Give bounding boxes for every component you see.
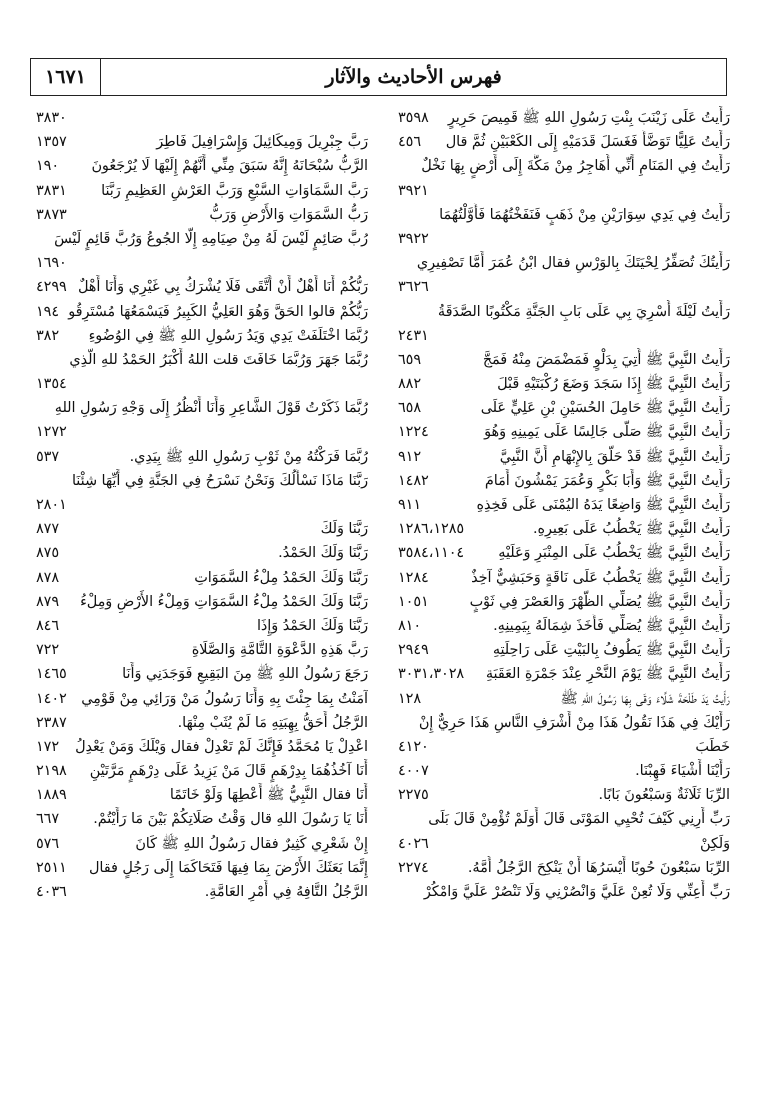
index-entry: [36, 251, 368, 275]
index-entry: [36, 614, 368, 638]
entry-ref-number: ٣٨٧٣: [36, 206, 67, 223]
entry-ref-number: ١٢٢٤: [398, 424, 429, 441]
entry-text: رَأَيتُ النَّبِيَّ ﷺ أُتِيَ بِدَلْوٍ فَمَضْمَضَ مِنْهُ فَمَجَّ: [482, 351, 730, 368]
entry-text: رَبُّكُمْ أَنَا أَهْلٌ أَنْ أُتَّقَى فَلَا يُشْرَكُ بِي غَيْرِي وَأَنَا أَهْلٌ: [77, 279, 368, 296]
entry-text: رَأَيتُكَ تُصَفِّرُ لِحْيَتَكَ بِالوَرْسِ فقال ابْنُ عُمَرَ أَمَّا تَصْفِيرِي: [416, 255, 730, 272]
page-title: فهرس الأحاديث والآثار: [325, 66, 502, 88]
entry-text: رَأَيتُ عَلَى زَيْنَبَ بِنْتِ رَسُولِ اللهِ ﷺ قَمِيصَ حَرِيرٍ: [447, 110, 730, 126]
page-header: [30, 58, 727, 96]
index-entry: [36, 711, 368, 735]
index-entry: [36, 179, 368, 203]
entry-ref-number: ٢٢٧٤: [398, 859, 429, 876]
entry-text: رَأَيتُ النَّبِيَّ ﷺ حَامِلَ الحُسَيْنِ بْنِ عَلِيٍّ عَلَى: [480, 400, 730, 417]
entry-text: رُبَّمَا فَرَكْتُهُ مِنْ ثَوْبِ رَسُولِ اللهِ ﷺ بِيَدِي.: [129, 448, 368, 465]
entry-text: رُبَّ صَائِمٍ لَيْسَ لَهُ مِنْ صِيَامِهِ إِلَّا الجُوعُ وَرُبَّ قَائِمٍ لَيْسَ: [54, 230, 368, 247]
index-entry: [398, 759, 730, 783]
entry-ref-number: ٢٤٣١: [398, 327, 429, 344]
entry-text: رَبَّنَا وَلَكَ: [320, 521, 368, 538]
entry-ref-number: ٨٧٥: [36, 545, 60, 562]
index-entry: [36, 130, 368, 154]
entry-ref-number: ١٣٥٧: [36, 134, 67, 151]
index-entry: [36, 541, 368, 565]
entry-ref-number: ٣٨٣٠: [36, 110, 67, 126]
entry-text: رَأَيتُ النَّبِيَّ ﷺ يَخْطُبُ عَلَى بَعِيرِهِ.: [532, 521, 730, 538]
entry-text: الرِّبَا ثَلَاثَةٌ وَسَبْعُونَ بَابًا.: [598, 787, 730, 804]
index-entry: [36, 687, 368, 711]
index-entry: [398, 711, 730, 735]
index-entry: [398, 735, 730, 759]
index-entry: [398, 179, 730, 203]
left-column: [36, 106, 368, 1096]
entry-text: اعْدِلْ يَا مُحَمَّدُ فَإِنَّكَ لَمْ تَعْدِلْ فقال وَيْلَكَ وَمَنْ يَعْدِلُ: [75, 738, 368, 755]
entry-ref-number: ٩١٢: [398, 448, 422, 465]
index-entry: [36, 880, 368, 904]
entry-text: أَنَا آخُذُهُمَا بِدِرْهَمٍ قَالَ مَنْ يَزِيدُ عَلَى دِرْهَمٍ مَرَّتَيْنِ: [89, 763, 368, 780]
index-entry: [36, 396, 368, 420]
page-number: ١٦٧١: [31, 59, 101, 95]
entry-text: رَجَعَ رَسُولُ اللهِ ﷺ مِنَ البَقِيعِ فَوَجَدَنِي وَأَنَا: [122, 666, 368, 683]
index-entry: [398, 396, 730, 420]
index-entry: [398, 638, 730, 662]
index-entry: [398, 154, 730, 178]
entry-text: رَبُّكُمْ قالوا الحَقَّ وَهُوَ العَلِيُّ الكَبِيرُ فَيَسْمَعُهَا مُسْتَرِقُو: [68, 303, 368, 320]
entry-ref-number: ٦٥٨: [398, 400, 422, 417]
entry-text: رَأَيتُ فِي يَدِي سِوَارَيْنِ مِنْ ذَهَبٍ فَنَفَخْتُهُمَا فَأَوَّلْتُهُمَا: [439, 206, 730, 223]
right-column: [398, 106, 730, 1096]
entry-text: الرَّجُلُ التَّافِهُ فِي أَمْرِ العَامَّةِ.: [204, 884, 368, 900]
entry-ref-number: ١٦٩٠: [36, 255, 67, 272]
entry-text: إِنْ شَعْرِي كَثِيرٌ فقال رَسُولُ اللهِ ﷺ كَانَ: [135, 835, 368, 852]
entry-ref-number: ٣٨٢: [36, 327, 60, 344]
index-entry: [36, 517, 368, 541]
entry-ref-number: ٣٨٣١: [36, 182, 67, 199]
entry-ref-number: ١٢٨٤: [398, 569, 429, 586]
entry-text: رَأَيتُ النَّبِيَّ ﷺ إِذَا سَجَدَ وَضَعَ رُكْبَتَيْهِ قَبْلَ: [497, 376, 730, 393]
entry-ref-number: ٢٥١١: [36, 859, 67, 876]
index-entry: [36, 590, 368, 614]
index-entry: [36, 638, 368, 662]
index-entry: [36, 348, 368, 372]
entry-text: رَأَيتُ النَّبِيَّ ﷺ صَلَّى جَالِسًا عَلَى يَمِينِهِ وَهُوَ: [484, 424, 730, 441]
entry-ref-number: ٢١٩٨: [36, 763, 67, 780]
entry-ref-number: ٤٥٦: [398, 134, 422, 151]
index-entry: [398, 372, 730, 396]
index-entry: [398, 614, 730, 638]
entry-text: رَبِّ أَرِنِي كَيْفَ تُحْيِي المَوْتَى قَالَ أَوَلَمْ تُؤْمِنْ قَالَ بَلَى: [428, 811, 730, 828]
index-entry: [36, 759, 368, 783]
entry-text: أَنَا فقال النَّبِيُّ ﷺ أَعْطِهَا وَلَوْ خَاتَمًا: [169, 787, 368, 804]
entry-text: رَأَيتُ عَلِيًّا تَوَضَّأَ فَغَسَلَ قَدَمَيْهِ إِلَى الكَعْبَيْنِ ثُمَّ قال: [445, 134, 730, 151]
entry-ref-number: ١٣٥٤: [36, 376, 67, 393]
index-entry: [36, 420, 368, 444]
entry-ref-number: ٢٣٨٧: [36, 714, 67, 731]
index-entry: [36, 493, 368, 517]
entry-text: رَأَيتُ النَّبِيَّ ﷺ قَدْ حَلَّقَ بِالإِبْهَامِ أَنَّ النَّبِيَّ: [499, 448, 730, 465]
entry-text: رُبَّمَا اخْتَلَفَتْ يَدِي وَيَدُ رَسُولِ اللهِ ﷺ فِي الوُضُوءِ: [88, 327, 368, 344]
entry-ref-number: ٦٦٧: [36, 811, 60, 828]
entry-text: رَأَيْنَا أَشْيَاءَ فَهِبْنَا.: [635, 763, 730, 780]
entry-ref-number: ٨٧٨: [36, 569, 60, 586]
index-entry: [398, 541, 730, 565]
index-entry: [36, 445, 368, 469]
index-entry: [398, 348, 730, 372]
entry-text: رَبَّنَا وَلَكَ الحَمْدُ.: [278, 545, 368, 562]
index-entry: [398, 300, 730, 324]
entry-text: رَأَيتُ يَدَ طَلْحَةَ شَلَّاءَ وَقَى بِهَا رَسُولَ اللهِ ﷺ: [560, 690, 730, 707]
index-entry: [398, 807, 730, 831]
entry-ref-number: ١٩٤: [36, 303, 60, 320]
index-entry: [36, 566, 368, 590]
index-entry: [36, 832, 368, 856]
entry-ref-number: ١٩٠: [36, 158, 60, 175]
entry-text: رَبَّ جِبْرِيلَ وَمِيكَائِيلَ وَإِسْرَافِيلَ فَاطِرَ: [156, 134, 368, 151]
entry-text: إِنَّمَا بَعَثَكَ الأَرْضَ بِمَا فِيهَا فَتَحَاكَمَا إِلَى رَجُلٍ فقال: [89, 859, 368, 876]
index-entry: [398, 420, 730, 444]
entry-ref-number: ٣٥٨٤،١١٠٤: [398, 545, 465, 562]
entry-ref-number: ١٤٠٢: [36, 690, 67, 707]
index-entry: [398, 832, 730, 856]
entry-ref-number: ١٤٨٢: [398, 472, 429, 489]
entry-ref-number: ١٤٦٥: [36, 666, 67, 683]
entry-text: رَأَيْكَ فِي هَذَا نَقُولُ هَذَا مِنْ أَشْرَفِ النَّاسِ هَذَا حَرِيٌّ إِنْ: [418, 714, 730, 731]
entry-text: رُبَّمَا ذَكَرْتُ قَوْلَ الشَّاعِرِ وَأَنَا أَنْظُرُ إِلَى وَجْهِ رَسُولِ اللهِ: [54, 400, 368, 417]
entry-ref-number: ٦٥٩: [398, 351, 422, 368]
index-entry: [398, 445, 730, 469]
entry-text: الرِّبَا سَبْعُونَ حُوبًا أَيْسَرُهَا أَنْ يَنْكِحَ الرَّجُلُ أُمَّهُ.: [467, 859, 730, 876]
index-entry: [36, 856, 368, 880]
entry-text: آمَنْتُ بِمَا جِئْتَ بِهِ وَأَنَا رَسُولُ مَنْ وَرَائِي مِنْ قَوْمِي: [81, 690, 368, 707]
index-entry: [36, 735, 368, 759]
entry-ref-number: ٤٠٠٧: [398, 763, 429, 780]
entry-text: رَأَيتُ النَّبِيَّ ﷺ يَوْمَ النَّحْرِ عِنْدَ جَمْرَةِ العَقَبَةِ: [485, 666, 730, 683]
index-entry: [36, 203, 368, 227]
entry-ref-number: ١٢٨: [398, 690, 422, 707]
index-entry: [398, 687, 730, 711]
entry-ref-number: ٨١٠: [398, 617, 422, 634]
entry-ref-number: ٧٢٢: [36, 642, 60, 659]
entry-ref-number: ١٢٨٦،١٢٨٥: [398, 521, 465, 538]
entry-text: رَبَّ هَذِهِ الدَّعْوَةِ التَّامَّةِ وَالصَّلَاةِ: [191, 642, 368, 659]
index-entry: [398, 662, 730, 686]
index-entry: [398, 251, 730, 275]
entry-ref-number: ١٠٥١: [398, 593, 429, 610]
index-entry: [398, 227, 730, 251]
index-entry: [398, 880, 730, 904]
entry-ref-number: ٩١١: [398, 497, 422, 513]
entry-text: رَأَيتُ النَّبِيَّ ﷺ يُصَلِّي الظُّهْرَ وَالعَصْرَ فِي ثَوْبٍ: [469, 593, 730, 610]
entry-text: رَأَيتُ النَّبِيَّ ﷺ يَخْطُبُ عَلَى نَاقَةٍ وَحَبَشِيٌّ آخِذٌ: [471, 569, 730, 586]
entry-text: رَبِّ أَعِنِّي وَلَا تُعِنْ عَلَيَّ وَانْصُرْنِي وَلَا تَنْصُرْ عَلَيَّ وَامْكُرْ: [423, 884, 730, 900]
index-entry: [36, 154, 368, 178]
index-entry: [36, 807, 368, 831]
entry-ref-number: ٤٢٩٩: [36, 279, 67, 296]
index-entry: [398, 856, 730, 880]
entry-ref-number: ١٧٢: [36, 738, 60, 755]
index-entry: [36, 300, 368, 324]
index-entry: [398, 590, 730, 614]
entry-ref-number: ٨٨٢: [398, 376, 422, 393]
entry-ref-number: ٤٠٣٦: [36, 884, 67, 900]
entry-text: رَبَّنَا مَاذَا نَسْأَلُكَ وَنَحْنُ نَسْرَحُ فِي الجَنَّةِ فِي أَيِّهَا شِئْنَا: [71, 472, 368, 489]
index-entry: [36, 372, 368, 396]
entry-ref-number: ٣٩٢١: [398, 182, 429, 199]
index-entry: [36, 227, 368, 251]
entry-text: الرَّبُّ سُبْحَانَهُ إِنَّهُ سَبَقَ مِنِّي أَنَّهُمْ إِلَيْهَا لَا يُرْجَعُونَ: [91, 158, 368, 175]
index-entry: [398, 783, 730, 807]
entry-text: رَأَيتُ النَّبِيَّ ﷺ يَطُوفُ بِالبَيْتِ عَلَى رَاحِلَتِهِ: [492, 642, 730, 659]
entry-ref-number: ٢٨٠١: [36, 497, 67, 513]
entry-text: أَنَا يَا رَسُولَ اللهِ قال وَقْتُ صَلَاتِكُمْ بَيْنَ مَا رَأَيْتُمْ.: [93, 811, 368, 828]
index-entry: [398, 517, 730, 541]
entry-ref-number: ١٨٨٩: [36, 787, 67, 804]
index-entry: [398, 203, 730, 227]
index-entry: [398, 106, 730, 130]
entry-ref-number: ٥٧٦: [36, 835, 60, 852]
index-entry: [398, 566, 730, 590]
entry-text: رَبَّنَا وَلَكَ الحَمْدُ وَإِذَا: [256, 617, 368, 634]
index-entry: [36, 275, 368, 299]
entry-ref-number: ٢٢٧٥: [398, 787, 429, 804]
entry-text: رَأَيتُ النَّبِيَّ ﷺ وَأَبَا بَكْرٍ وَعُمَرَ يَمْشُونَ أَمَامَ: [484, 472, 730, 489]
entry-ref-number: ٤٠٢٦: [398, 835, 429, 852]
index-entry: [398, 493, 730, 517]
index-entry: [398, 275, 730, 299]
entry-text: رَأَيتُ النَّبِيَّ ﷺ يُصَلِّي فَأَخَذَ شِمَالَهُ بِيَمِينِهِ.: [493, 617, 730, 634]
entry-text: رَبُّ السَّمَوَاتِ وَالأَرْضِ وَرَبُّ: [209, 206, 368, 223]
index-entry: [398, 324, 730, 348]
entry-text: رَأَيتُ لَيْلَةَ أُسْرِيَ بِي عَلَى بَابِ الجَنَّةِ مَكْتُوبًا الصَّدَقَةُ: [437, 303, 730, 320]
entry-text: وَلَكِنْ: [699, 835, 730, 852]
index-entry: [36, 324, 368, 348]
entry-ref-number: ١٢٧٢: [36, 424, 67, 441]
entry-ref-number: ٨٧٩: [36, 593, 60, 610]
index-entry: [36, 783, 368, 807]
index-entry: [36, 106, 368, 130]
entry-text: رَأَيتُ فِي المَنَامِ أَنِّي أُهَاجِرُ مِنْ مَكَّةَ إِلَى أَرْضٍ بِهَا نَخْلٌ: [421, 158, 730, 175]
entry-ref-number: ٢٩٤٩: [398, 642, 429, 659]
entry-text: رُبَّمَا جَهَرَ وَرُبَّمَا خَافَتَ قلت اللهُ أَكْبَرُ الحَمْدُ للهِ الَّذِي: [69, 351, 368, 368]
entry-ref-number: ٣٦٢٦: [398, 279, 429, 296]
entry-ref-number: ٣٩٢٢: [398, 230, 429, 247]
entry-text: رَبَّ السَّمَاوَاتِ السَّبْعِ وَرَبَّ العَرْشِ العَظِيمِ رَبَّنَا: [101, 182, 368, 199]
entry-text: رَبَّنَا وَلَكَ الحَمْدُ مِلْءُ السَّمَوَاتِ: [194, 569, 368, 586]
entry-ref-number: ٨٤٦: [36, 617, 60, 634]
entry-ref-number: ٣٥٩٨: [398, 110, 429, 126]
index-entry: [398, 130, 730, 154]
entry-ref-number: ٥٣٧: [36, 448, 60, 465]
entry-ref-number: ٣٠٣١،٣٠٢٨: [398, 666, 465, 683]
entry-ref-number: ٤١٢٠: [398, 738, 429, 755]
entry-ref-number: ٨٧٧: [36, 521, 60, 538]
index-entry: [36, 662, 368, 686]
index-entry: [36, 469, 368, 493]
entry-text: رَبَّنَا وَلَكَ الحَمْدُ مِلْءُ السَّمَوَاتِ وَمِلْءُ الأَرْضِ وَمِلْءُ: [80, 593, 368, 610]
entry-text: رَأَيتُ النَّبِيَّ ﷺ وَاضِعًا يَدَهُ اليُمْنَى عَلَى فَخِذِهِ: [476, 497, 730, 513]
index-entry: [398, 469, 730, 493]
entry-text: الرَّجُلُ أَحَقُّ بِهِبَتِهِ مَا لَمْ يُثَبْ مِنْهَا.: [177, 714, 368, 731]
entry-text: رَأَيتُ النَّبِيَّ ﷺ يَخْطُبُ عَلَى المِنْبَرِ وَعَلَيْهِ: [498, 545, 730, 562]
entry-text: خَطَبَ: [695, 738, 730, 755]
